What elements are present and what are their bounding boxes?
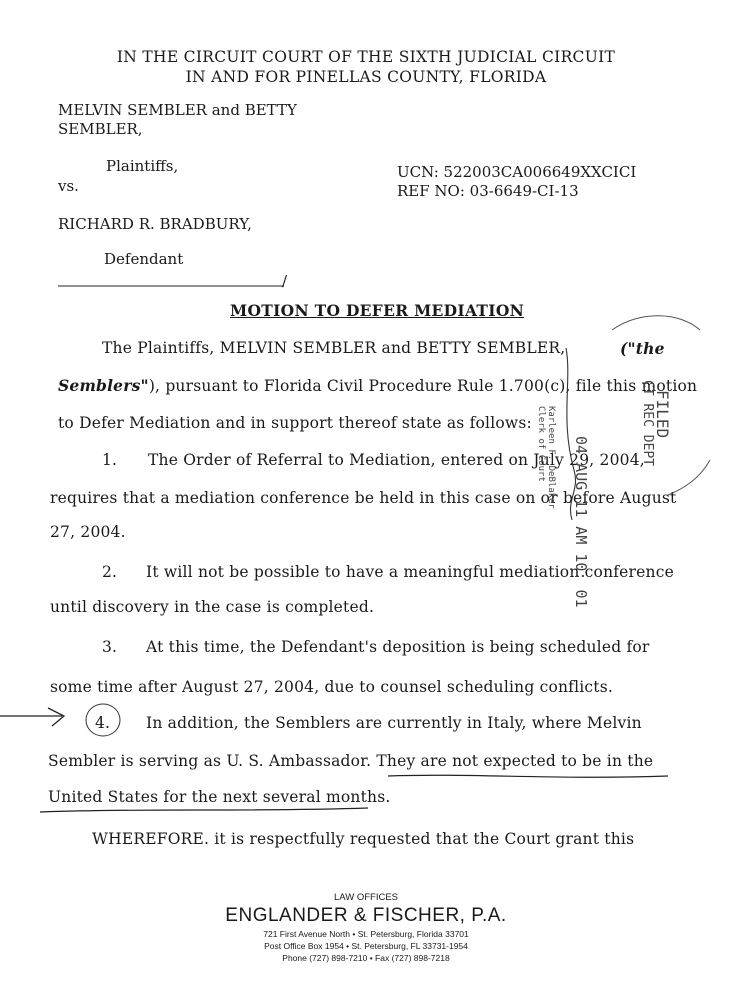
reference-number: REF NO: 03-6649-CI-13 <box>397 182 579 200</box>
para3-line2: some time after August 27, 2004, due to counsel scheduling conflicts. <box>50 678 614 696</box>
plaintiffs-names-line1: MELVIN SEMBLER and BETTY <box>58 101 297 119</box>
versus-label: vs. <box>58 177 79 195</box>
para2-number: 2. <box>102 563 118 581</box>
para1-line1: The Order of Referral to Mediation, entered on July 29, 2004, <box>148 451 645 469</box>
intro-line1-defined-term: ("the <box>620 339 665 358</box>
filed-stamp-label: FILED <box>653 390 672 439</box>
firm-phone-fax: Phone (727) 898-7210 • Fax (727) 898-7218 <box>282 953 450 963</box>
intro-line2-text: ), pursuant to Florida Civil Procedure Rule 1.700(c), file this motion <box>148 377 698 395</box>
paragraph-circle-mark <box>86 704 120 736</box>
handwritten-underline-2 <box>40 808 368 812</box>
court-name-line1: IN THE CIRCUIT COURT OF THE SIXTH JUDICIAL CIRCUIT <box>116 48 616 66</box>
margin-arrow-mark <box>0 708 64 726</box>
plaintiffs-label: Plaintiffs, <box>106 157 179 175</box>
para2-line1: It will not be possible to have a meaningful mediation conference <box>146 563 674 581</box>
defendant-label: Defendant <box>104 250 184 268</box>
para1-line2: requires that a mediation conference be held in this case on or before August <box>50 489 677 507</box>
para3-line1: At this time, the Defendant's deposition is being scheduled for <box>146 638 650 656</box>
stamp-border-top <box>612 316 700 330</box>
para4-line1: In addition, the Semblers are currently in Italy, where Melvin <box>146 714 642 732</box>
intro-line1: The Plaintiffs, MELVIN SEMBLER and BETTY SEMBLER, <box>102 339 566 357</box>
para4-number: 4. <box>95 714 111 732</box>
intro-line3: to Defer Mediation and in support thereof state as follows: <box>58 414 532 432</box>
ucn-number: UCN: 522003CA006649XXCICI <box>397 163 637 181</box>
defendant-name: RICHARD R. BRADBURY, <box>58 215 252 233</box>
para1-line3: 27, 2004. <box>50 523 126 541</box>
caption-slash: / <box>282 272 288 290</box>
motion-title: MOTION TO DEFER MEDIATION <box>230 301 525 320</box>
stamp-border-bottom <box>668 460 710 495</box>
para4-line2: Sembler is serving as U. S. Ambassador. They are not expected to be in the <box>48 752 654 770</box>
wherefore-line: WHEREFORE. it is respectfully requested that the Court grant this <box>92 830 635 848</box>
para1-number: 1. <box>102 451 118 469</box>
law-offices-label: LAW OFFICES <box>333 892 399 903</box>
para3-number: 3. <box>102 638 118 656</box>
clerk-name: Karleen F. DeBlaker <box>546 406 556 509</box>
handwritten-underline <box>388 775 668 777</box>
clerk-title: Clerk of Court <box>536 406 546 482</box>
filed-stamp-dept: CT REC DEPT <box>640 380 655 467</box>
para2-line2: until discovery in the case is completed. <box>50 598 375 616</box>
firm-address-line2: Post Office Box 1954 • St. Petersburg, FL 33731-1954 <box>264 941 468 951</box>
court-name-line2: IN AND FOR PINELLAS COUNTY, FLORIDA <box>185 68 547 86</box>
firm-address-line1: 721 First Avenue North • St. Petersburg, Florida 33701 <box>263 929 469 939</box>
law-firm-name: ENGLANDER & FISCHER, P.A. <box>225 905 507 926</box>
para4-line3: United States for the next several months. <box>48 788 391 806</box>
semblers-defined-term: Semblers" <box>58 376 149 395</box>
filed-stamp-date: 04 AUG 11 AM 10: 01 <box>572 436 590 608</box>
plaintiffs-names-line2: SEMBLER, <box>58 120 143 138</box>
